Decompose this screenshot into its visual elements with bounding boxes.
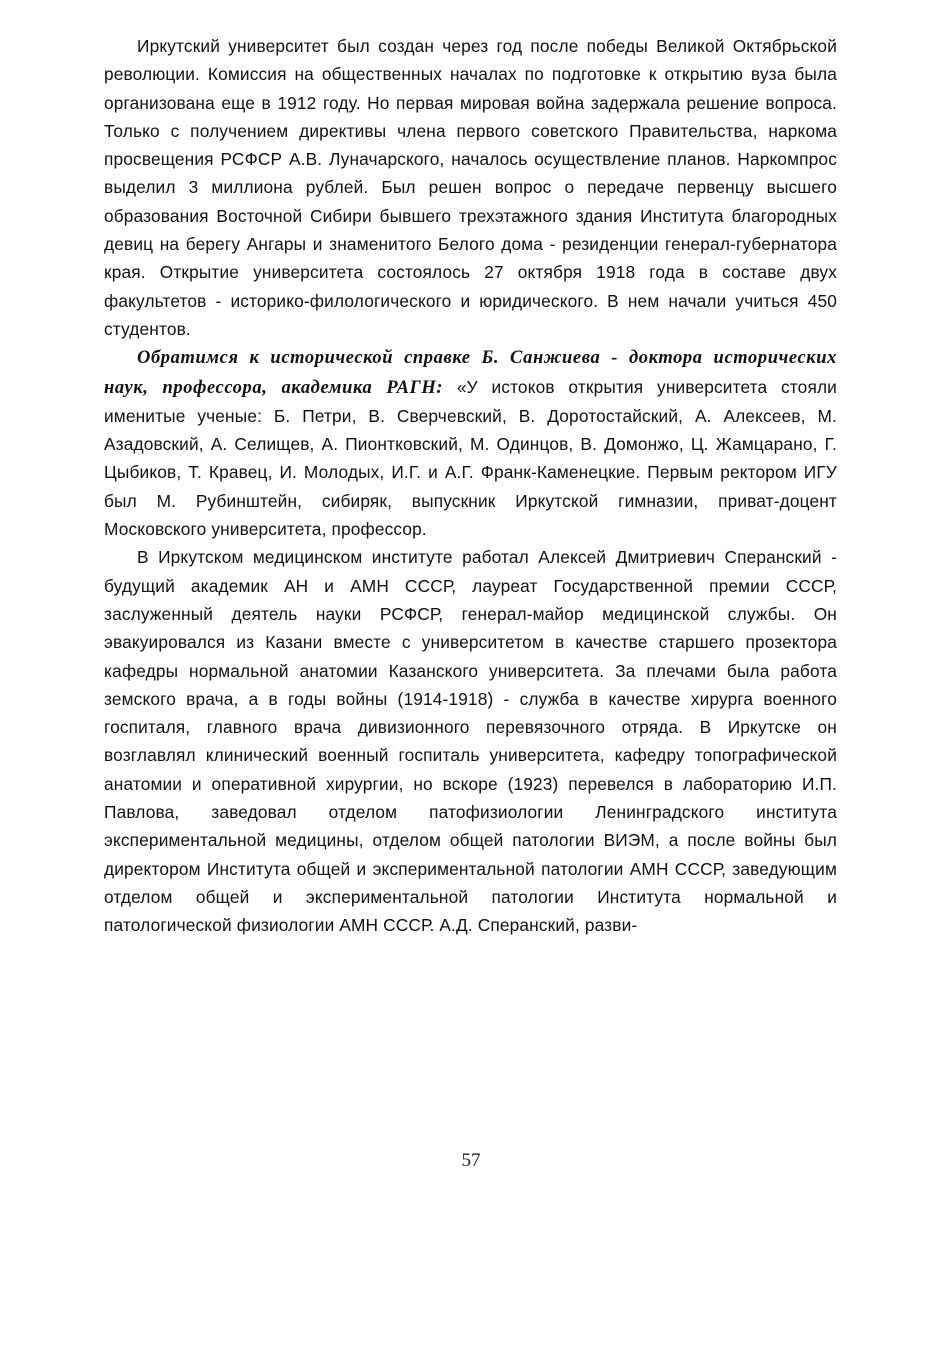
body-text [104, 32, 837, 940]
historical-reference-text: «У истоков открытия университета стояли именитые ученые: Б. Петри, В. Сверчевский, В. Доротостайский, А. Алексеев, М. Азадовский, А. Селищев, А. Пионтковский, М. Одинцов, В. Домонжо, Ц. Жамцарано, Г. Цыбиков, Т. Кравец, И. Молодых, И.Г. и А.Г. Франк-Каменецкие. Первым ректором ИГУ был М. Рубинштейн, сибиряк, выпускник Иркутской гимназии, приват-доцент Московского университета, профессор. [104, 376, 837, 540]
page-number: 57 [461, 1150, 481, 1171]
paragraph-speransky: В Иркутском медицинском институте работал Алексей Дмитриевич Сперанский - будущий академик АН и АМН СССР, лауреат Государственной премии СССР, заслуженный деятель науки РСФСР, генерал-майор медицинской службы. Он эвакуировался из Казани вместе с университетом в качестве старшего прозектора кафедры нормальной анатомии Казанского университета. За плечами была работа земского врача, а в годы войны (1914-1918) - служба в качестве хирурга военного госпиталя, главного врача дивизионного перевязочного отряда. В Иркутске он возглавлял клинический военный госпиталь университета, кафедру топографической анатомии и оперативной хирургии, но вскоре (1923) перевелся в лабораторию И.П. Павлова, заведовал отделом патофизиологии Ленинградского института экспериментальной медицины, отделом общей патологии ВИЭМ, а после войны был директором Института общей и экспериментальной патологии АМН СССР, заведующим отделом общей и экспериментальной патологии Института нормальной и патологической физиологии АМН СССР. А.Д. Сперанский, разви- [104, 547, 837, 936]
paragraph-university-founding: Иркутский университет был создан через год после победы Великой Октябрьской революции. Комиссия на общественных началах по подготовке к открытию вуза была организована еще в 1912 году. Но первая мировая война задержала решение вопроса. Только с получением директивы члена первого советского Правительства, наркома просвещения РСФСР А.В. Луначарского, началось осуществление планов. Наркомпрос выделил 3 миллиона рублей. Был решен вопрос о передаче первенцу высшего образования Восточной Сибири бывшего трехэтажного здания Института благородных девиц на берегу Ангары и знаменитого Белого дома - резиденции генерал-губернатора края. Открытие университета состоялось 27 октября 1918 года в составе двух факультетов - историко-филологического и юридического. В нем начали учиться 450 студентов. [104, 36, 837, 339]
paragraph-historical-reference [104, 343, 837, 543]
historical-reference-lead-in: Обратимся к исторической справке Б. Санжиева - доктора исторических наук, профессора, академика РАГН: [104, 348, 837, 398]
